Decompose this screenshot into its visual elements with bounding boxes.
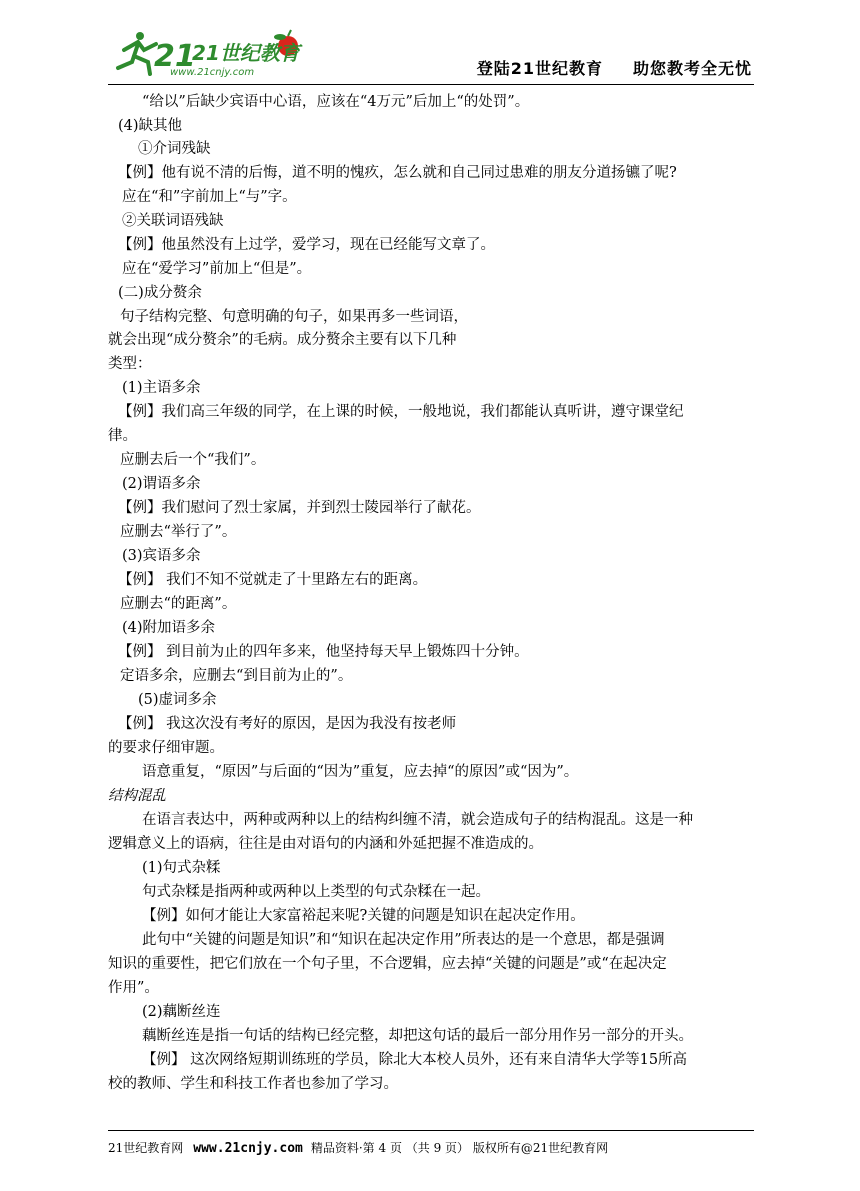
text-line: 应在“和”字前加上“与”字。 bbox=[122, 189, 297, 205]
text-line: 语意重复，“原因”与后面的“因为”重复，应去掉“的原因”或“因为”。 bbox=[142, 764, 579, 780]
example-line: 【例】 到目前为止的四年多来，他坚持每天早上锻炼四十分钟。 bbox=[118, 644, 529, 660]
footer-divider bbox=[108, 1130, 754, 1131]
footer-page-info: 精品资料·第 4 页 （共 9 页） 版权所有@21世纪教育网 bbox=[310, 1141, 609, 1155]
example-line: 【例】 我们不知不觉就走了十里路左右的距离。 bbox=[118, 572, 428, 588]
section-heading: (5)虚词多余 bbox=[138, 692, 217, 708]
text-line: 知识的重要性，把它们放在一个句子里，不合逻辑，应去掉“关键的问题是”或“在起决定 bbox=[108, 956, 667, 972]
text-line: 就会出现“成分赘余”的毛病。成分赘余主要有以下几种 bbox=[108, 332, 457, 348]
example-line: 【例】如何才能让大家富裕起来呢?关键的问题是知识在起决定作用。 bbox=[142, 908, 585, 924]
footer-url[interactable]: www.21cnjy.com bbox=[193, 1141, 303, 1156]
section-heading: (2)谓语多余 bbox=[122, 476, 201, 492]
subsection-heading: ①介词残缺 bbox=[138, 141, 211, 157]
subsection-heading: ②关联词语残缺 bbox=[122, 213, 224, 229]
logo-title: 21世纪教育 bbox=[192, 41, 300, 65]
example-line: 【例】我们慰问了烈士家属，并到烈士陵园举行了献花。 bbox=[118, 500, 481, 516]
section-heading: (3)宾语多余 bbox=[122, 548, 201, 564]
text-line: 应删去“举行了”。 bbox=[120, 524, 237, 540]
logo-url: www.21cnjy.com bbox=[170, 67, 255, 78]
text-line: 应在“爱学习”前加上“但是”。 bbox=[122, 261, 312, 277]
section-heading: (4)缺其他 bbox=[118, 118, 183, 134]
subsection-heading: (1)句式杂糅 bbox=[142, 860, 221, 876]
example-line: 【例】 我这次没有考好的原因，是因为我没有按老师 bbox=[118, 716, 457, 732]
example-line: 【例】他有说不清的后悔，道不明的愧疚，怎么就和自己同过患难的朋友分道扬镳了呢? bbox=[118, 165, 677, 181]
example-line: 【例】我们高三年级的同学，在上课的时候，一般地说，我们都能认真听讲，遵守课堂纪 bbox=[118, 404, 684, 420]
page-footer bbox=[108, 1139, 608, 1156]
section-title: 结构混乱 bbox=[108, 788, 166, 804]
text-line: 句子结构完整、句意明确的句子，如果再多一些词语， bbox=[120, 309, 468, 325]
text-line: 律。 bbox=[108, 428, 137, 444]
text-line: 句式杂糅是指两种或两种以上类型的句式杂糅在一起。 bbox=[142, 884, 490, 900]
example-line: 【例】他虽然没有上过学，爱学习，现在已经能写文章了。 bbox=[118, 237, 495, 253]
text-line: 逻辑意义上的语病，往往是由对语句的内涵和外延把握不准造成的。 bbox=[108, 836, 543, 852]
header-divider bbox=[108, 84, 754, 85]
text-line: 此句中“关键的问题是知识”和“知识在起决定作用”所表达的是一个意思，都是强调 bbox=[142, 932, 665, 948]
slogan-login: 登陆21世纪教育 bbox=[476, 59, 603, 78]
text-line: 校的教师、学生和科技工作者也参加了学习。 bbox=[108, 1076, 398, 1092]
text-line: 在语言表达中，两种或两种以上的结构纠缠不清，就会造成句子的结构混乱。这是一种 bbox=[142, 812, 693, 828]
text-line: 类型： bbox=[108, 356, 152, 372]
text-line: 作用”。 bbox=[108, 980, 159, 996]
page-header bbox=[108, 28, 754, 82]
text-line: 藕断丝连是指一句话的结构已经完整，却把这句话的最后一部分用作另一部分的开头。 bbox=[142, 1028, 693, 1044]
svg-text:21: 21 bbox=[154, 39, 196, 74]
text-line: 定语多余，应删去“到目前为止的”。 bbox=[120, 668, 353, 684]
section-heading: (二)成分赘余 bbox=[118, 285, 202, 301]
example-line: 【例】 这次网络短期训练班的学员，除北大本校人员外，还有来自清华大学等15所高 bbox=[142, 1052, 688, 1068]
text-line: 的要求仔细审题。 bbox=[108, 740, 224, 756]
slogan-motto: 助您教考全无忧 bbox=[632, 59, 752, 78]
subsection-heading: (2)藕断丝连 bbox=[142, 1004, 221, 1020]
site-logo bbox=[110, 28, 310, 78]
footer-site: 21世纪教育网 bbox=[108, 1141, 184, 1155]
section-heading: (4)附加语多余 bbox=[122, 620, 216, 636]
section-heading: (1)主语多余 bbox=[122, 380, 201, 396]
text-line: 应删去后一个“我们”。 bbox=[120, 452, 266, 468]
text-line: “给以”后缺少宾语中心语，应该在“4万元”后加上“的处罚”。 bbox=[142, 94, 530, 110]
header-slogan bbox=[477, 56, 752, 79]
text-line: 应删去“的距离”。 bbox=[120, 596, 237, 612]
